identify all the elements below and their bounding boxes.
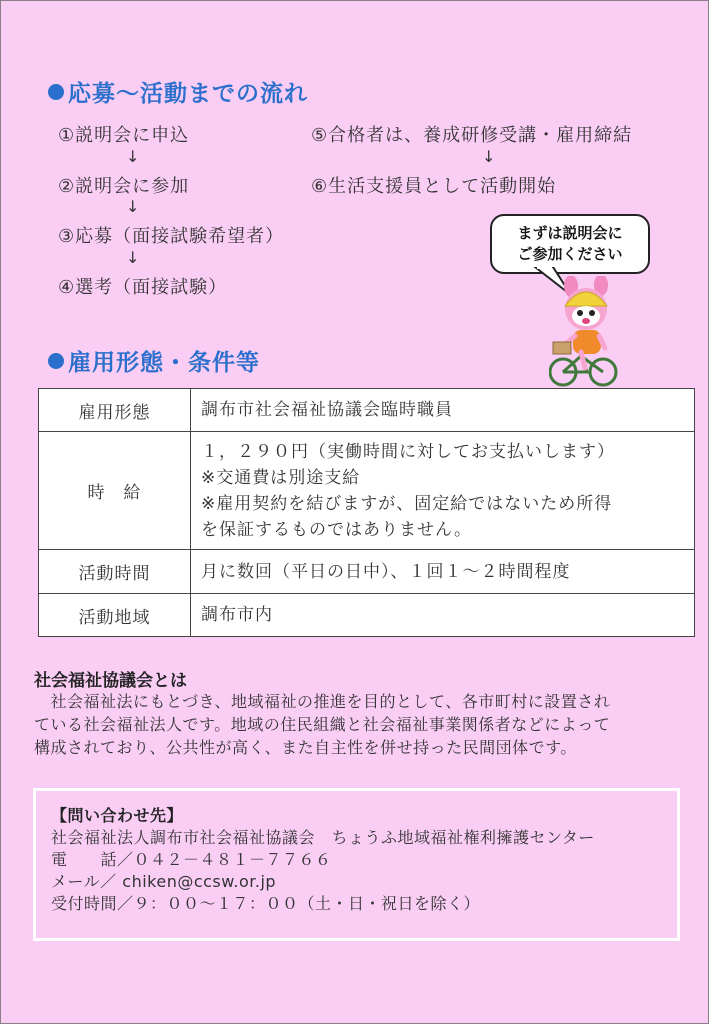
about-line: 構成されており、公共性が高く、また自主性を併せ持った民間団体です。 xyxy=(34,738,577,757)
table-row xyxy=(39,389,695,432)
speech-bubble xyxy=(490,214,650,274)
row-label: 雇用形態 xyxy=(39,389,191,432)
down-arrow-icon: ↓ xyxy=(126,197,140,216)
bullet-dot-icon xyxy=(48,353,64,369)
value-line: を保証するものではありません。 xyxy=(201,519,473,540)
about-line: 社会福祉法にもとづき、地域福祉の推進を目的として、各市町村に設置され xyxy=(34,692,611,711)
conditions-heading xyxy=(48,344,260,377)
row-value xyxy=(191,550,695,594)
contact-title: 【問い合わせ先】 xyxy=(51,806,184,825)
flow-step-3: ③応募（面接試験希望者） xyxy=(58,226,285,247)
flow-step-5: ⑤合格者は、養成研修受講・雇用締結 xyxy=(311,125,633,146)
value-line: 調布市社会福祉協議会臨時職員 xyxy=(201,400,453,420)
row-value xyxy=(191,594,695,637)
contact-box xyxy=(33,788,680,941)
row-label: 活動時間 xyxy=(39,550,191,594)
flow-step-2: ②説明会に参加 xyxy=(58,176,190,197)
conditions-heading-text: 雇用形態・条件等 xyxy=(68,350,260,376)
about-title: 社会福祉協議会とは xyxy=(34,671,187,691)
contact-org: 社会福祉法人調布市社会福祉協議会 ちょうふ地域福祉権利擁護センター xyxy=(51,828,595,847)
contact-email: メール／ chiken@ccsw.or.jp xyxy=(51,872,277,891)
value-line: 調布市内 xyxy=(201,605,273,625)
row-value xyxy=(191,432,695,550)
row-label: 活動地域 xyxy=(39,594,191,637)
down-arrow-icon: ↓ xyxy=(126,248,140,267)
flow-step-4: ④選考（面接試験） xyxy=(58,277,228,298)
flow-step-6: ⑥生活支援員として活動開始 xyxy=(311,176,557,197)
conditions-table xyxy=(38,388,695,637)
table-row xyxy=(39,550,695,594)
bubble-line-1: まずは説明会に xyxy=(517,224,623,242)
value-line: ※雇用契約を結びますが、固定給ではないため所得 xyxy=(201,493,613,514)
flow-step-1: ①説明会に申込 xyxy=(58,125,190,146)
contact-phone: 電 話／０４２－４８１－７７６６ xyxy=(51,850,332,869)
contact-hours: 受付時間／９：００～１７：００（土・日・祝日を除く） xyxy=(51,894,481,913)
down-arrow-icon: ↓ xyxy=(126,147,140,166)
down-arrow-icon: ↓ xyxy=(482,147,496,166)
about-text xyxy=(34,690,684,759)
value-line: ※交通費は別途支給 xyxy=(201,467,361,488)
bullet-dot-icon xyxy=(48,84,64,100)
bubble-line-2: ご参加ください xyxy=(517,245,623,263)
flow-heading xyxy=(48,75,308,108)
flow-heading-text: 応募～活動までの流れ xyxy=(68,81,308,107)
mascot-bicycle-icon xyxy=(549,276,619,388)
value-line: 月に数回（平日の日中）、１回１～２時間程度 xyxy=(201,561,571,582)
row-label: 時 給 xyxy=(39,432,191,550)
table-row xyxy=(39,594,695,637)
table-row xyxy=(39,432,695,550)
row-value xyxy=(191,389,695,432)
about-line: ている社会福祉法人です。地域の住民組織と社会福祉事業関係者などによって xyxy=(34,715,611,734)
value-line: １，２９０円（実働時間に対してお支払いします） xyxy=(201,441,615,462)
